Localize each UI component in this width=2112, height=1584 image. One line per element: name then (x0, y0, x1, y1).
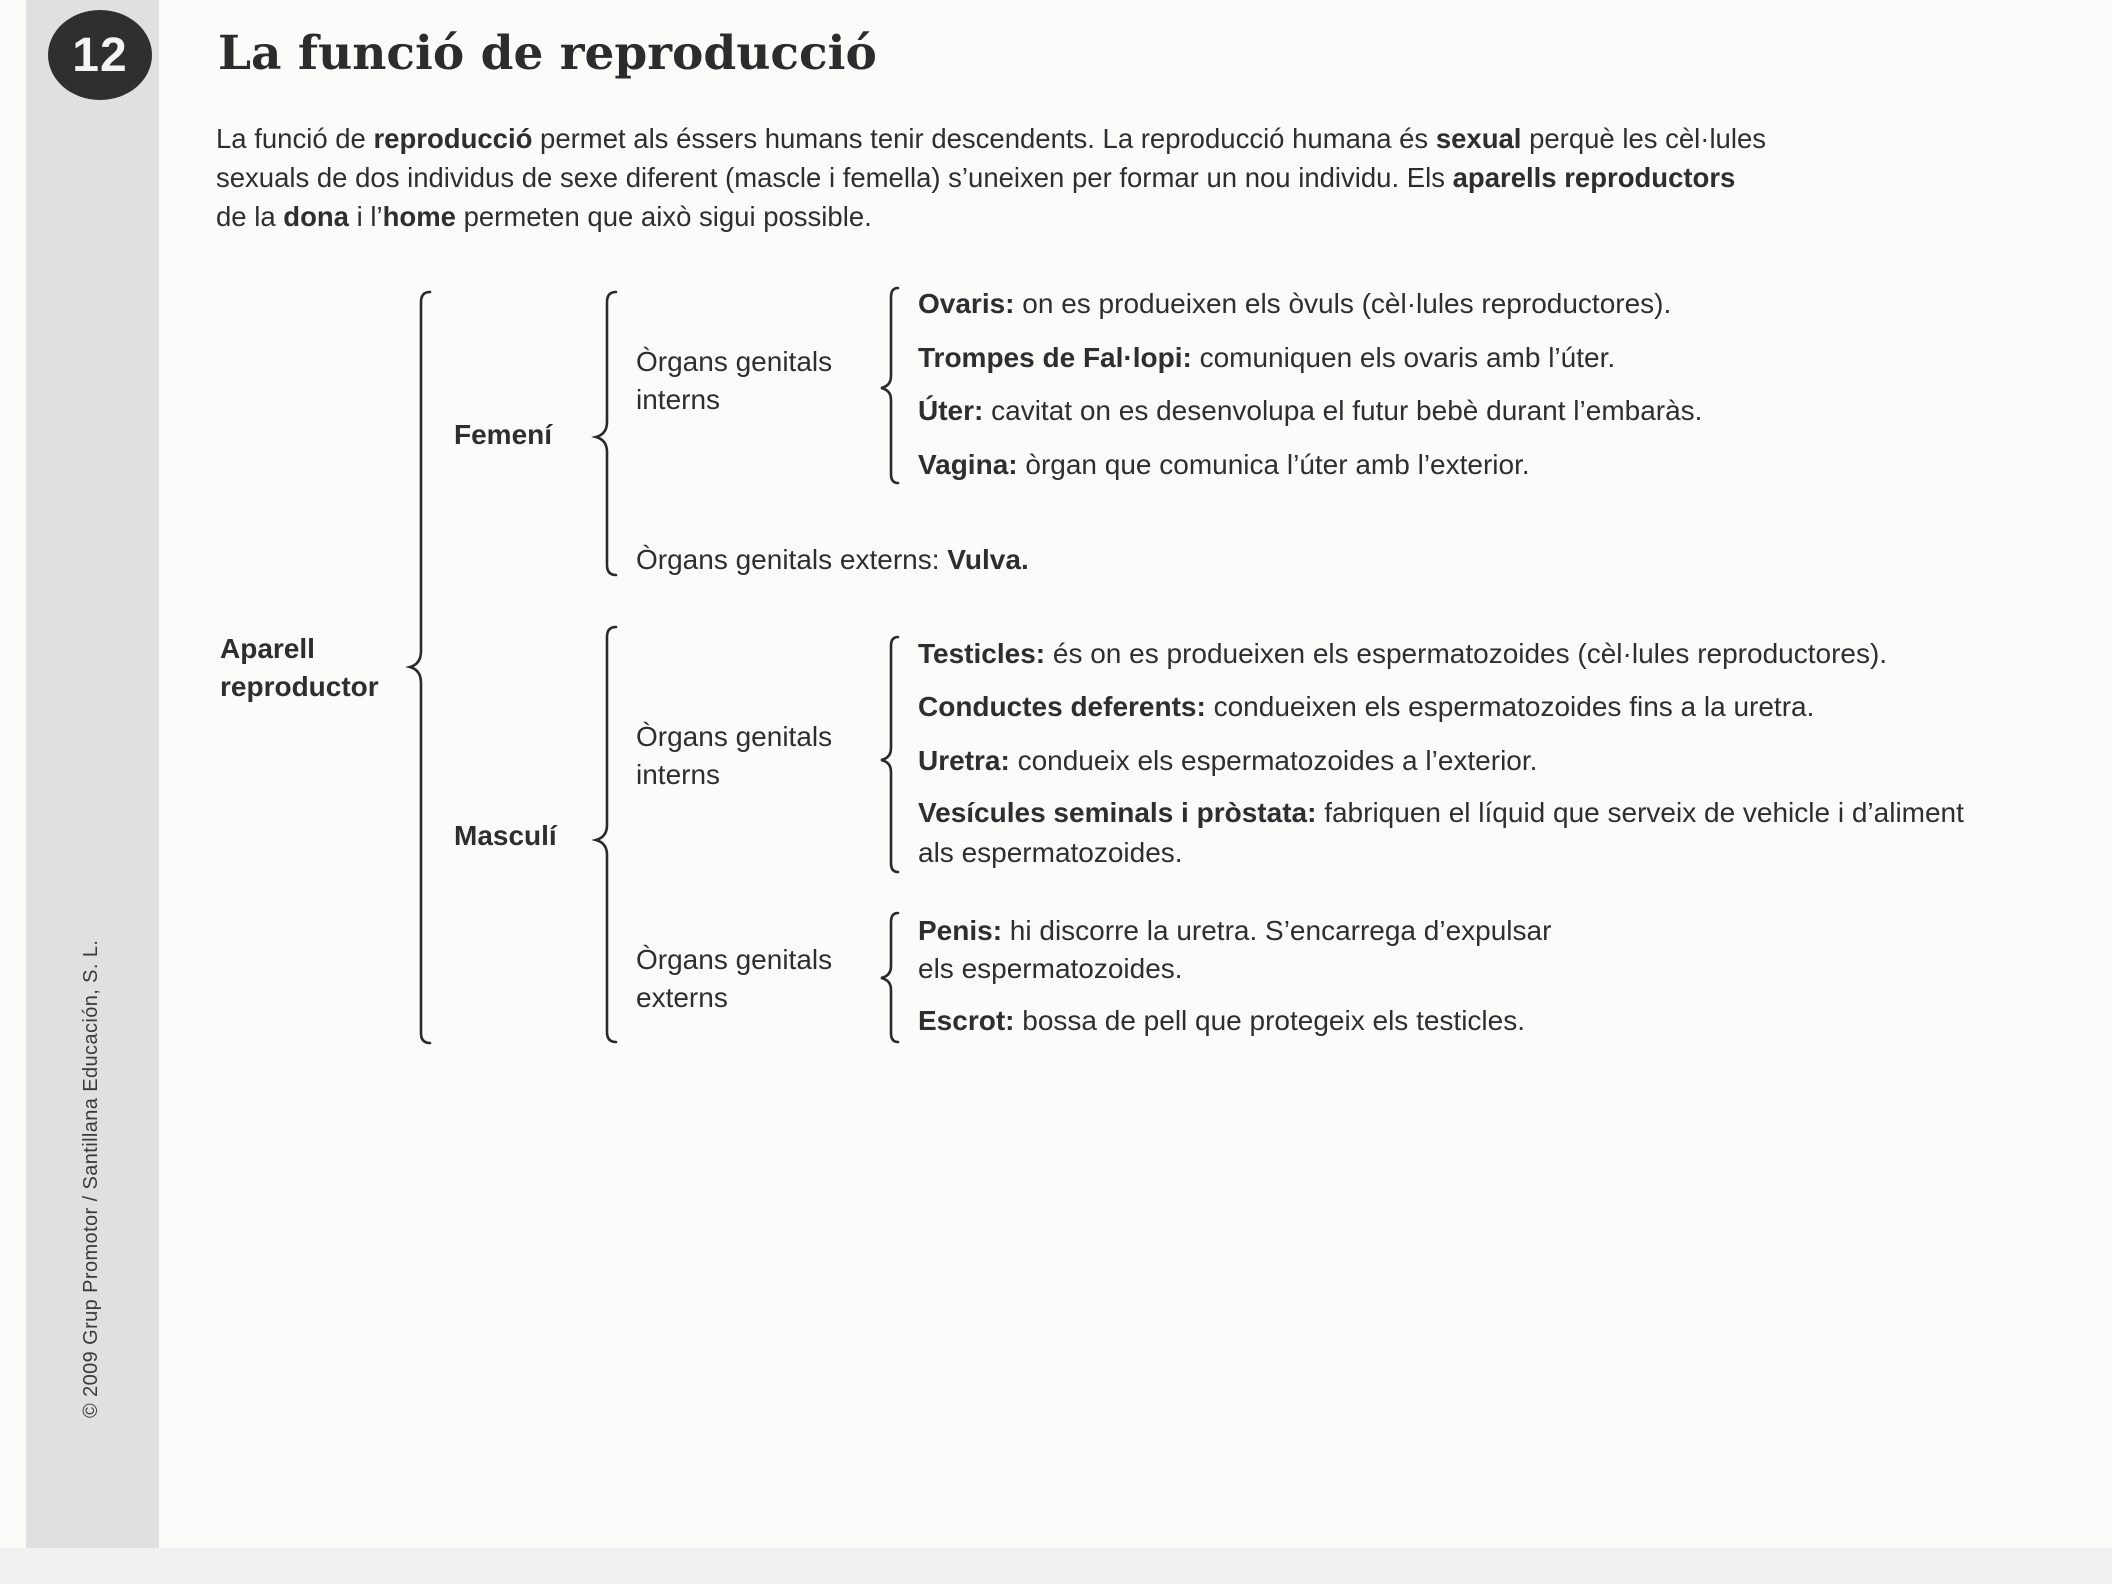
male-organ-item: Vesícules seminals i pròstata: fabriquen el líquid que serveix de vehicle i d’aliment (918, 797, 1964, 828)
male-label: Masculí (454, 820, 557, 851)
female-external-item: Òrgans genitals externs: Vulva. (636, 544, 1029, 575)
brace-root (410, 292, 430, 1043)
brace-female-internal (881, 288, 898, 483)
male-organ-item: Uretra: condueix els espermatozoides a l’exterior. (918, 745, 1538, 776)
root-label: Aparell (220, 633, 315, 664)
female-organ-item: Ovaris: on es produeixen els òvuls (cèl·lules reproductores). (918, 288, 1672, 319)
intro-text: de la (216, 201, 284, 232)
brace-male-external (881, 913, 898, 1042)
female-internal-label: interns (636, 384, 721, 415)
intro-text: sexuals de dos individus de sexe diferent (mascle i femella) s’uneixen per formar un nou individu. Els (216, 162, 1453, 193)
intro-text: La funció de (216, 123, 374, 154)
intro-text: permeten que això sigui possible. (455, 201, 872, 232)
male-external-label: Òrgans genitals (636, 944, 833, 975)
intro-bold-term: home (382, 201, 456, 232)
male-external-label: externs (636, 982, 728, 1013)
intro-text: perquè les cèl·lules (1521, 123, 1767, 154)
intro-bold-term: dona (283, 201, 349, 232)
male-internal-label: Òrgans genitals (636, 721, 833, 752)
female-organ-item: Úter: cavitat on es desenvolupa el futur bebè durant l’embaràs. (918, 395, 1703, 426)
intro-bold-term: reproducció (373, 123, 533, 154)
male-external-item: Escrot: bossa de pell que protegeix els testicles. (918, 1005, 1525, 1036)
intro-bold-term: aparells reproductors (1452, 162, 1736, 193)
male-internal-label: interns (636, 759, 721, 790)
female-label: Femení (454, 419, 553, 450)
brace-female (596, 292, 616, 575)
male-organ-item: Conductes deferents: condueixen els espermatozoides fins a la uretra. (918, 691, 1815, 722)
intro-bold-term: sexual (1435, 123, 1522, 154)
brace-male-internal (881, 637, 898, 872)
male-organ-item: Testicles: és on es produeixen els espermatozoides (cèl·lules reproductores). (918, 638, 1888, 669)
female-organ-item: Vagina: òrgan que comunica l’úter amb l’exterior. (918, 449, 1530, 480)
page-title: La funció de reproducció (218, 26, 877, 81)
female-internal-label: Òrgans genitals (636, 346, 833, 377)
unit-number-badge: 12 (48, 10, 152, 100)
root-label: reproductor (220, 671, 379, 702)
female-organ-item: Trompes de Fal·lopi: comuniquen els ovaris amb l’úter. (918, 342, 1616, 373)
brace-male (596, 627, 616, 1042)
male-organ-item-continuation: als espermatozoides. (918, 837, 1183, 868)
intro-text: permet als éssers humans tenir descendents. La reproducció humana és (532, 123, 1436, 154)
intro-text: i l’ (348, 201, 383, 232)
male-external-item: Penis: hi discorre la uretra. S’encarrega d’expulsar (918, 915, 1552, 946)
male-external-item-continuation: els espermatozoides. (918, 953, 1183, 984)
copyright-notice: © 2009 Grup Promotor / Santillana Educación, S. L. (80, 939, 102, 1418)
